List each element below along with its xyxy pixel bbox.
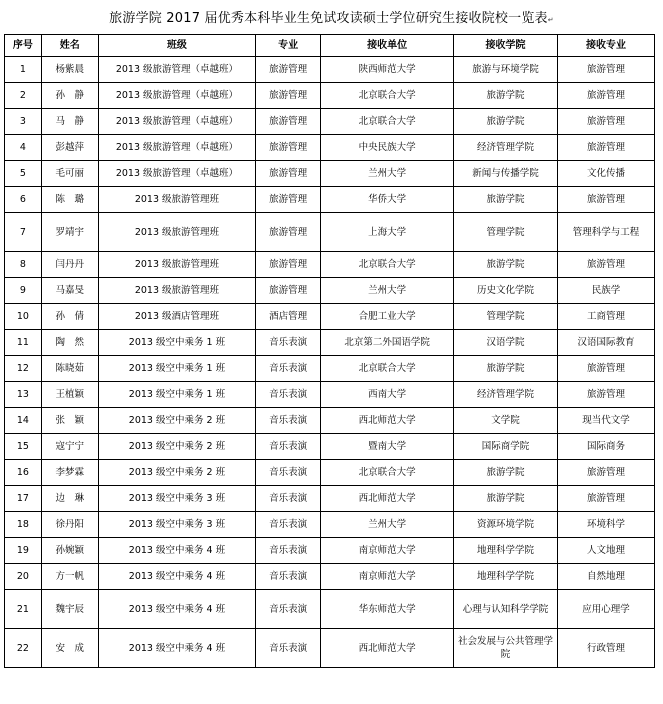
class-name-cell: 2013 级空中乘务 2 班 <box>98 434 255 460</box>
receiving-college-cell: 旅游学院 <box>453 187 557 213</box>
major-cell: 音乐表演 <box>256 408 321 434</box>
class-name-cell: 2013 级空中乘务 4 班 <box>98 564 255 590</box>
receiving-major-cell: 现当代文学 <box>558 408 655 434</box>
receiving-major-cell: 旅游管理 <box>558 187 655 213</box>
table-row <box>5 564 655 590</box>
student-name-cell: 陶 然 <box>41 330 98 356</box>
student-name-cell: 边 琳 <box>41 486 98 512</box>
receiving-unit-cell: 华东师范大学 <box>321 590 454 629</box>
receiving-unit-cell: 西北师范大学 <box>321 486 454 512</box>
title-text: 旅游学院 2017 届优秀本科毕业生免试攻读硕士学位研究生接收院校一览表 <box>109 11 548 26</box>
table-row <box>5 590 655 629</box>
table-row <box>5 135 655 161</box>
table-row <box>5 83 655 109</box>
major-cell: 音乐表演 <box>256 434 321 460</box>
major-cell: 音乐表演 <box>256 629 321 668</box>
student-name-cell: 毛可丽 <box>41 161 98 187</box>
receiving-major-cell: 应用心理学 <box>558 590 655 629</box>
table-row <box>5 57 655 83</box>
receiving-college-cell: 管理学院 <box>453 304 557 330</box>
receiving-college-cell: 汉语学院 <box>453 330 557 356</box>
receiving-major-cell: 旅游管理 <box>558 382 655 408</box>
major-cell: 音乐表演 <box>256 590 321 629</box>
major-cell: 音乐表演 <box>256 512 321 538</box>
student-name-cell: 陈晓茹 <box>41 356 98 382</box>
table-row <box>5 252 655 278</box>
class-name-cell: 2013 级旅游管理（卓越班） <box>98 57 255 83</box>
receiving-major-cell: 管理科学与工程 <box>558 213 655 252</box>
student-name-cell: 马 静 <box>41 109 98 135</box>
receiving-college-cell: 旅游学院 <box>453 252 557 278</box>
receiving-unit-cell: 北京联合大学 <box>321 109 454 135</box>
row-number-cell: 17 <box>5 486 42 512</box>
class-name-cell: 2013 级空中乘务 1 班 <box>98 382 255 408</box>
row-number-cell: 18 <box>5 512 42 538</box>
major-cell: 旅游管理 <box>256 161 321 187</box>
major-cell: 旅游管理 <box>256 278 321 304</box>
class-name-cell: 2013 级空中乘务 4 班 <box>98 538 255 564</box>
class-name-cell: 2013 级旅游管理班 <box>98 213 255 252</box>
receiving-unit-cell: 南京师范大学 <box>321 538 454 564</box>
student-name-cell: 安 成 <box>41 629 98 668</box>
receiving-major-cell: 汉语国际教育 <box>558 330 655 356</box>
table-row <box>5 486 655 512</box>
row-number-cell: 19 <box>5 538 42 564</box>
header-class: 班级 <box>98 35 255 57</box>
row-number-cell: 1 <box>5 57 42 83</box>
class-name-cell: 2013 级空中乘务 3 班 <box>98 512 255 538</box>
receiving-unit-cell: 兰州大学 <box>321 161 454 187</box>
receiving-major-cell: 行政管理 <box>558 629 655 668</box>
table-row <box>5 213 655 252</box>
row-number-cell: 9 <box>5 278 42 304</box>
receiving-unit-cell: 陕西师范大学 <box>321 57 454 83</box>
row-number-cell: 3 <box>5 109 42 135</box>
receiving-college-cell: 地理科学学院 <box>453 564 557 590</box>
table-row <box>5 278 655 304</box>
major-cell: 旅游管理 <box>256 57 321 83</box>
row-number-cell: 5 <box>5 161 42 187</box>
row-number-cell: 21 <box>5 590 42 629</box>
student-name-cell: 方一帆 <box>41 564 98 590</box>
receiving-unit-cell: 华侨大学 <box>321 187 454 213</box>
receiving-college-cell: 国际商学院 <box>453 434 557 460</box>
receiving-unit-cell: 合肥工业大学 <box>321 304 454 330</box>
major-cell: 音乐表演 <box>256 564 321 590</box>
table-row <box>5 161 655 187</box>
receiving-unit-cell: 南京师范大学 <box>321 564 454 590</box>
table-header-row <box>5 35 655 57</box>
student-name-cell: 杨紫晨 <box>41 57 98 83</box>
student-name-cell: 张 颖 <box>41 408 98 434</box>
table-row <box>5 304 655 330</box>
table-row <box>5 434 655 460</box>
table-row <box>5 356 655 382</box>
class-name-cell: 2013 级旅游管理班 <box>98 278 255 304</box>
major-cell: 音乐表演 <box>256 356 321 382</box>
major-cell: 旅游管理 <box>256 187 321 213</box>
document-title <box>0 7 663 26</box>
receiving-major-cell: 旅游管理 <box>558 460 655 486</box>
student-name-cell: 彭越萍 <box>41 135 98 161</box>
major-cell: 旅游管理 <box>256 213 321 252</box>
row-number-cell: 20 <box>5 564 42 590</box>
row-number-cell: 2 <box>5 83 42 109</box>
row-number-cell: 15 <box>5 434 42 460</box>
paragraph-mark: ↵ <box>547 16 554 24</box>
class-name-cell: 2013 级旅游管理（卓越班） <box>98 135 255 161</box>
receiving-college-cell: 旅游学院 <box>453 356 557 382</box>
header-receiving-college: 接收学院 <box>453 35 557 57</box>
receiving-college-cell: 旅游与环境学院 <box>453 57 557 83</box>
student-name-cell: 罗靖宇 <box>41 213 98 252</box>
receiving-major-cell: 国际商务 <box>558 434 655 460</box>
class-name-cell: 2013 级空中乘务 4 班 <box>98 629 255 668</box>
student-name-cell: 闫丹丹 <box>41 252 98 278</box>
class-name-cell: 2013 级空中乘务 1 班 <box>98 356 255 382</box>
receiving-major-cell: 自然地理 <box>558 564 655 590</box>
class-name-cell: 2013 级旅游管理（卓越班） <box>98 109 255 135</box>
header-receiving-major: 接收专业 <box>558 35 655 57</box>
receiving-college-cell: 新闻与传播学院 <box>453 161 557 187</box>
table-row <box>5 408 655 434</box>
receiving-unit-cell: 中央民族大学 <box>321 135 454 161</box>
receiving-unit-cell: 北京第二外国语学院 <box>321 330 454 356</box>
class-name-cell: 2013 级旅游管理（卓越班） <box>98 161 255 187</box>
table-row <box>5 187 655 213</box>
major-cell: 音乐表演 <box>256 330 321 356</box>
header-number: 序号 <box>5 35 42 57</box>
class-name-cell: 2013 级旅游管理班 <box>98 252 255 278</box>
receiving-unit-cell: 西北师范大学 <box>321 408 454 434</box>
student-name-cell: 孙 倩 <box>41 304 98 330</box>
student-name-cell: 魏宇辰 <box>41 590 98 629</box>
major-cell: 音乐表演 <box>256 460 321 486</box>
receiving-college-cell: 旅游学院 <box>453 486 557 512</box>
receiving-unit-cell: 兰州大学 <box>321 512 454 538</box>
class-name-cell: 2013 级空中乘务 2 班 <box>98 408 255 434</box>
major-cell: 旅游管理 <box>256 109 321 135</box>
table-row <box>5 109 655 135</box>
admissions-table <box>4 34 655 668</box>
receiving-college-cell: 经济管理学院 <box>453 382 557 408</box>
receiving-major-cell: 民族学 <box>558 278 655 304</box>
receiving-unit-cell: 西北师范大学 <box>321 629 454 668</box>
receiving-college-cell: 旅游学院 <box>453 460 557 486</box>
receiving-college-cell: 社会发展与公共管理学院 <box>453 629 557 668</box>
major-cell: 旅游管理 <box>256 83 321 109</box>
receiving-major-cell: 旅游管理 <box>558 83 655 109</box>
row-number-cell: 13 <box>5 382 42 408</box>
class-name-cell: 2013 级旅游管理班 <box>98 187 255 213</box>
row-number-cell: 22 <box>5 629 42 668</box>
receiving-major-cell: 旅游管理 <box>558 356 655 382</box>
student-name-cell: 陈 璐 <box>41 187 98 213</box>
table-row <box>5 330 655 356</box>
receiving-unit-cell: 北京联合大学 <box>321 252 454 278</box>
class-name-cell: 2013 级空中乘务 1 班 <box>98 330 255 356</box>
row-number-cell: 6 <box>5 187 42 213</box>
student-name-cell: 马嘉旻 <box>41 278 98 304</box>
row-number-cell: 14 <box>5 408 42 434</box>
table-row <box>5 460 655 486</box>
student-name-cell: 寇宁宁 <box>41 434 98 460</box>
receiving-major-cell: 文化传播 <box>558 161 655 187</box>
student-name-cell: 孙婉颖 <box>41 538 98 564</box>
receiving-college-cell: 旅游学院 <box>453 83 557 109</box>
table-row <box>5 382 655 408</box>
receiving-major-cell: 旅游管理 <box>558 135 655 161</box>
receiving-major-cell: 旅游管理 <box>558 57 655 83</box>
receiving-college-cell: 心理与认知科学学院 <box>453 590 557 629</box>
receiving-major-cell: 人文地理 <box>558 538 655 564</box>
student-name-cell: 李梦霖 <box>41 460 98 486</box>
student-name-cell: 王植颖 <box>41 382 98 408</box>
receiving-major-cell: 旅游管理 <box>558 109 655 135</box>
receiving-unit-cell: 北京联合大学 <box>321 83 454 109</box>
student-name-cell: 徐丹阳 <box>41 512 98 538</box>
class-name-cell: 2013 级空中乘务 2 班 <box>98 460 255 486</box>
receiving-college-cell: 管理学院 <box>453 213 557 252</box>
row-number-cell: 8 <box>5 252 42 278</box>
class-name-cell: 2013 级酒店管理班 <box>98 304 255 330</box>
receiving-unit-cell: 兰州大学 <box>321 278 454 304</box>
student-name-cell: 孙 静 <box>41 83 98 109</box>
major-cell: 旅游管理 <box>256 252 321 278</box>
major-cell: 音乐表演 <box>256 486 321 512</box>
receiving-major-cell: 环境科学 <box>558 512 655 538</box>
receiving-unit-cell: 西南大学 <box>321 382 454 408</box>
table-body <box>5 57 655 668</box>
header-major: 专业 <box>256 35 321 57</box>
receiving-college-cell: 经济管理学院 <box>453 135 557 161</box>
receiving-college-cell: 地理科学学院 <box>453 538 557 564</box>
class-name-cell: 2013 级旅游管理（卓越班） <box>98 83 255 109</box>
table-row <box>5 512 655 538</box>
row-number-cell: 16 <box>5 460 42 486</box>
major-cell: 音乐表演 <box>256 538 321 564</box>
header-name: 姓名 <box>41 35 98 57</box>
receiving-unit-cell: 北京联合大学 <box>321 460 454 486</box>
table-row <box>5 629 655 668</box>
row-number-cell: 7 <box>5 213 42 252</box>
row-number-cell: 12 <box>5 356 42 382</box>
receiving-college-cell: 旅游学院 <box>453 109 557 135</box>
row-number-cell: 10 <box>5 304 42 330</box>
receiving-major-cell: 旅游管理 <box>558 486 655 512</box>
receiving-unit-cell: 上海大学 <box>321 213 454 252</box>
receiving-unit-cell: 暨南大学 <box>321 434 454 460</box>
major-cell: 旅游管理 <box>256 135 321 161</box>
receiving-college-cell: 历史文化学院 <box>453 278 557 304</box>
header-receiving-unit: 接收单位 <box>321 35 454 57</box>
class-name-cell: 2013 级空中乘务 3 班 <box>98 486 255 512</box>
receiving-major-cell: 旅游管理 <box>558 252 655 278</box>
receiving-college-cell: 文学院 <box>453 408 557 434</box>
class-name-cell: 2013 级空中乘务 4 班 <box>98 590 255 629</box>
row-number-cell: 11 <box>5 330 42 356</box>
major-cell: 酒店管理 <box>256 304 321 330</box>
receiving-unit-cell: 北京联合大学 <box>321 356 454 382</box>
table-row <box>5 538 655 564</box>
major-cell: 音乐表演 <box>256 382 321 408</box>
receiving-major-cell: 工商管理 <box>558 304 655 330</box>
receiving-college-cell: 资源环境学院 <box>453 512 557 538</box>
row-number-cell: 4 <box>5 135 42 161</box>
